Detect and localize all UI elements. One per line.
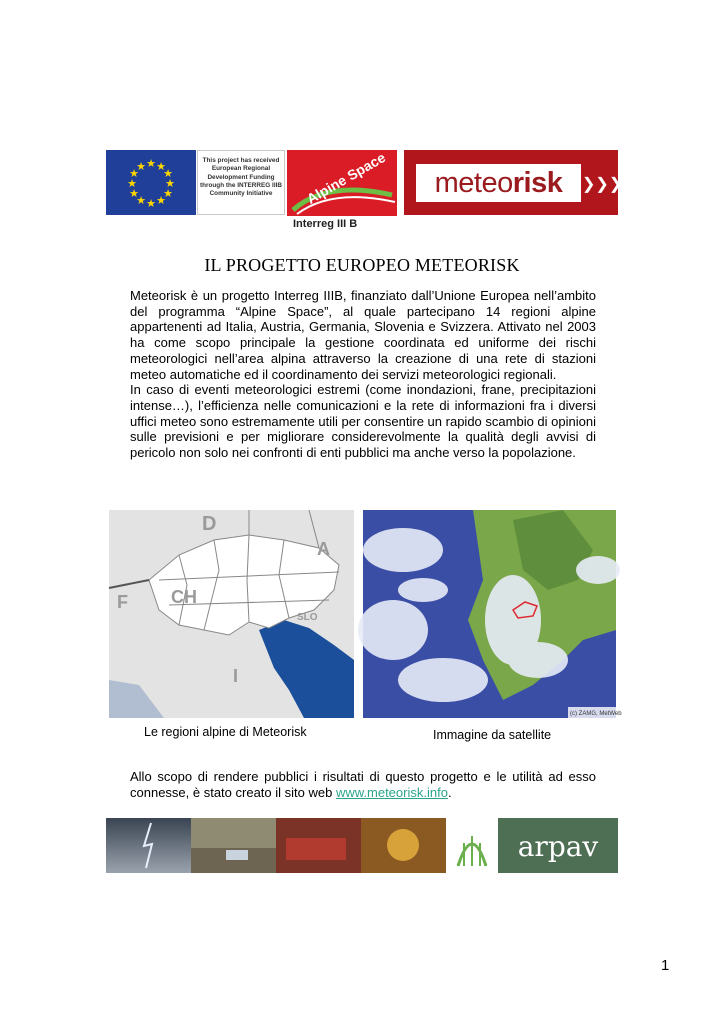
svg-text:★: ★ [129, 167, 139, 180]
eu-notice-line: Development Funding [207, 173, 275, 181]
svg-text:★: ★ [156, 194, 166, 207]
body-paragraph: In caso di eventi meteorologici estremi (come inondazioni, frane, precipitazioni intense…), l’efficienza nelle comunicazioni e la rete di informazioni fra i diversi uffici meteo sono estremamente utili per consentire un rapido scambio di opinioni sulle previsioni e per migliorare considerevolmente la qualità degli avvisi di pericolo non solo nei confronti di enti pubblici ma anche verso la popolazione. [130, 382, 596, 461]
satellite-caption: Immagine da satellite [433, 728, 552, 742]
svg-text:★: ★ [163, 167, 173, 180]
arpav-logo: arpav [517, 830, 599, 863]
eu-notice-line: through the INTERREG IIIB [199, 181, 282, 189]
eu-notice-line: Community Initiative [209, 190, 273, 198]
eu-funding-notice [197, 150, 285, 215]
map-label-ch: CH [171, 587, 197, 607]
eu-notice-line: This project has received [202, 157, 280, 164]
svg-text:★: ★ [146, 197, 156, 210]
svg-text:★: ★ [136, 160, 146, 173]
interreg-label: Interreg III B [293, 218, 358, 230]
svg-text:★: ★ [165, 177, 175, 190]
map-label-f: F [117, 592, 128, 612]
svg-text:★: ★ [129, 187, 139, 200]
alpine-space-logo [287, 150, 397, 216]
closing-text-end: . [447, 784, 452, 800]
map-label-a: A [317, 539, 330, 559]
map-label-slo: SLO [297, 612, 318, 623]
map-drawing [109, 510, 354, 718]
footer-banner [106, 818, 618, 873]
map-caption: Le regioni alpine di Meteorisk [144, 725, 307, 739]
arrows-icon: ❯❯❯ [582, 176, 623, 193]
body-text [130, 288, 596, 461]
svg-text:★: ★ [156, 160, 166, 173]
map-label-i: I [233, 666, 239, 686]
meteorisk-wordmark-light: meteo [434, 167, 513, 199]
winged-lion-icon [387, 829, 419, 861]
svg-text:★: ★ [163, 187, 173, 200]
body-paragraph: Meteorisk è un progetto Interreg IIIB, finanziato dall’Unione Europea nell’ambito del programma “Alpine Space”, al quale partecipano 14 regioni alpine appartenenti ad Italia, Austria, Germania, Slovenia e Svizzera. Attivato nel 2003 ha come scopo principale la gestione coordinata ed uniforme dei rischi meteorologici nell’area alpina attraverso la creazione di una rete di stazioni meteo automatiche ed il coordinamento dei servizi meteorologici regionali. [130, 288, 596, 382]
satellite-drawing [363, 510, 622, 718]
satellite-watermark: (c) ZAMG, MetWeb [570, 711, 622, 717]
page-title: IL PROGETTO EUROPEO METEORISK [204, 255, 520, 275]
page-number: 1 [661, 957, 670, 974]
alpine-space-logo-text: Alpine Space [303, 149, 389, 207]
meteorisk-wordmark [416, 164, 581, 202]
meteorisk-website-link[interactable]: www.meteorisk.info [335, 784, 448, 800]
svg-text:★: ★ [127, 177, 137, 190]
closing-paragraph [130, 769, 596, 800]
eu-stars-icon [106, 150, 196, 215]
footer-photo-strip [106, 818, 618, 873]
closing-text [130, 769, 596, 800]
closing-text-main: Allo scopo di rendere pubblici i risultati di questo progetto e le utilità ad esso connesse, è stato creato il sito web [130, 769, 596, 800]
eu-notice-line: European Regional [211, 165, 271, 173]
map-label-d: D [202, 513, 217, 535]
meteorisk-logo [404, 150, 623, 215]
meteorisk-wordmark-bold: risk [512, 167, 563, 199]
alpine-regions-map [109, 510, 354, 718]
eu-flag-logo [106, 150, 196, 215]
svg-text:★: ★ [136, 194, 146, 207]
satellite-image [363, 510, 622, 718]
svg-text:★: ★ [146, 157, 156, 170]
